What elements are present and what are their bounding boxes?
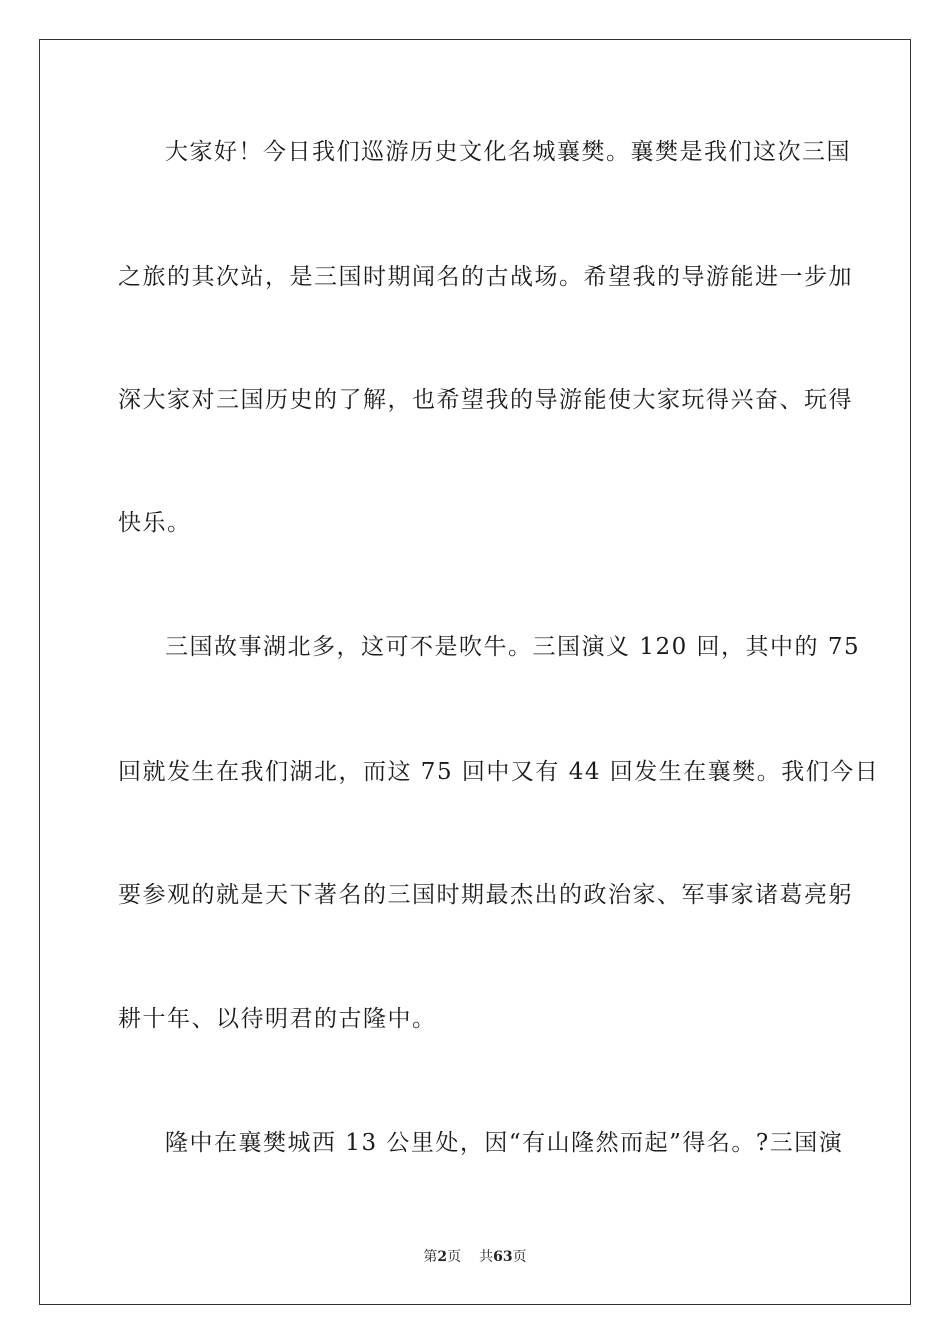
page-border — [39, 39, 911, 1305]
paragraph-1-line-1: 大家好！今日我们巡游历史文化名城襄樊。襄樊是我们这次三国 — [165, 139, 851, 165]
paragraph-1-line-3: 深大家对三国历史的了解，也希望我的导游能使大家玩得兴奋、玩得 — [118, 387, 853, 413]
paragraph-1-line-2: 之旅的其次站，是三国时期闻名的古战场。希望我的导游能进一步加 — [118, 264, 853, 290]
footer-page-suffix: 页 — [447, 1249, 462, 1265]
footer-total-prefix: 共 — [479, 1249, 494, 1265]
paragraph-2-line-3: 要参观的就是天下著名的三国时期最杰出的政治家、军事家诸葛亮躬 — [118, 882, 853, 908]
paragraph-2-line-2: 回就发生在我们湖北，而这 75 回中又有 44 回发生在襄樊。我们今日 — [118, 759, 880, 785]
paragraph-3-line-1: 隆中在襄樊城西 13 公里处，因“有山隆然而起”得名。?三国演 — [165, 1130, 844, 1156]
paragraph-2-line-4: 耕十年、以待明君的古隆中。 — [118, 1006, 437, 1032]
footer-page-prefix: 第 — [423, 1249, 438, 1265]
footer-total-number: 63 — [493, 1249, 513, 1265]
paragraph-2-line-1: 三国故事湖北多，这可不是吹牛。三国演义 120 回，其中的 75 — [165, 634, 861, 660]
paragraph-1-line-4: 快乐。 — [118, 510, 192, 536]
page-footer — [0, 1248, 950, 1266]
footer-page-number: 2 — [437, 1249, 448, 1265]
footer-total-suffix: 页 — [512, 1249, 527, 1265]
